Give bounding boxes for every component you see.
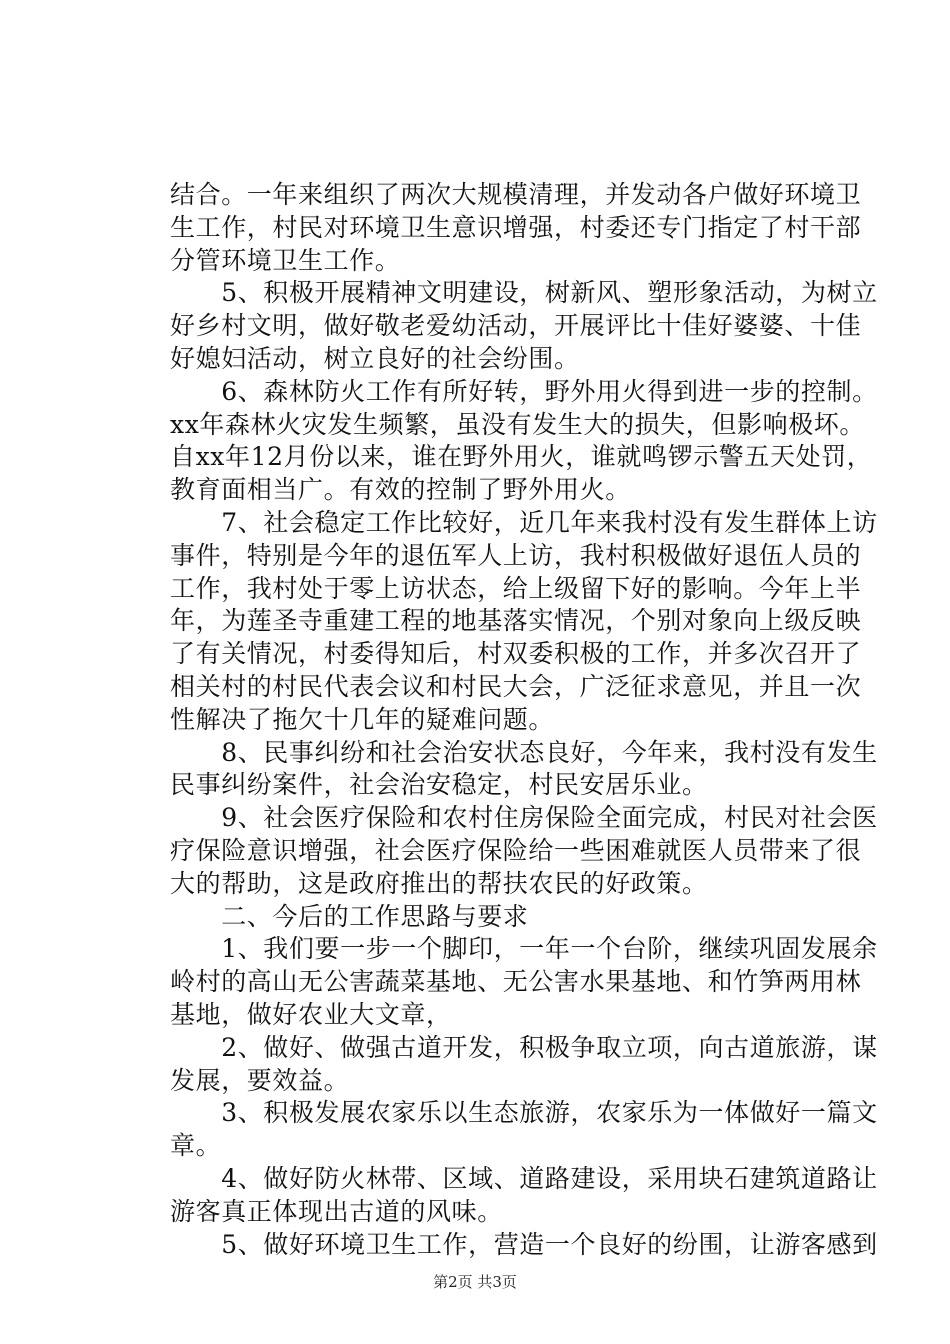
text-line: 民事纠纷案件，社会治安稳定，村民安居乐业。: [170, 770, 708, 800]
text-line: 结合。一年来组织了两次大规模清理，并发动各户做好环境卫: [170, 180, 862, 209]
text-line: 好乡村文明，做好敬老爱幼活动，开展评比十佳好婆婆、十佳: [170, 311, 862, 341]
text-line: xx年森林火灾发生频繁，虽没有发生大的损失，但影响极坏。: [170, 409, 866, 439]
text-line: 基地，做好农业大文章，: [170, 1000, 452, 1029]
text-line: 事件，特别是今年的退伍军人上访，我村积极做好退伍人员的: [170, 540, 862, 570]
text-line: 好媳妇活动，树立良好的社会纷围。: [170, 344, 580, 373]
text-line: 二、今后的工作思路与要求: [170, 901, 529, 931]
text-line: 发展，要效益。: [170, 1065, 350, 1095]
text-line: 5、做好环境卫生工作，营造一个良好的纷围，让游客感到: [170, 1229, 878, 1259]
text-line: 6、森林防火工作有所好转，野外用火得到进一步的控制。: [170, 376, 878, 406]
text-line: 工作，我村处于零上访状态，给上级留下好的影响。今年上半: [170, 573, 862, 603]
text-line: 了有关情况，村委得知后，村双委积极的工作，并多次召开了: [170, 639, 862, 669]
text-line: 游客真正体现出古道的风味。: [170, 1196, 503, 1226]
text-line: 性解决了拖欠十几年的疑难问题。: [170, 704, 555, 734]
text-line: 7、社会稳定工作比较好，近几年来我村没有发生群体上访: [170, 508, 878, 537]
text-line: 疗保险意识增强，社会医疗保险给一些困难就医人员带来了很: [170, 836, 862, 865]
text-line: 相关村的村民代表会议和村民大会，广泛征求意见，并且一次: [170, 672, 862, 701]
text-line: 岭村的高山无公害蔬菜基地、无公害水果基地、和竹笋两用林: [170, 967, 862, 997]
text-line: 8、民事纠纷和社会治安状态良好，今年来，我村没有发生: [170, 737, 878, 767]
text-line: 自xx年12月份以来，谁在野外用火，谁就鸣锣示警五天处罚，: [170, 442, 873, 472]
text-line: 大的帮助，这是政府推出的帮扶农民的好政策。: [170, 868, 708, 898]
text-line: 年，为莲圣寺重建工程的地基落实情况，个别对象向上级反映: [170, 606, 862, 636]
text-line: 2、做好、做强古道开发，积极争取立项，向古道旅游，谋: [170, 1032, 878, 1062]
text-line: 5、积极开展精神文明建设，树新风、塑形象活动，为树立: [170, 278, 878, 308]
page-footer: 第2页 共3页: [433, 1273, 517, 1291]
text-line: 生工作，村民对环境卫生意识增强，村委还专门指定了村干部: [170, 212, 862, 242]
text-line: 章。: [170, 1131, 222, 1161]
text-line: 3、积极发展农家乐以生态旅游，农家乐为一体做好一篇文: [170, 1098, 878, 1128]
text-line: 1、我们要一步一个脚印，一年一个台阶，继续巩固发展余: [170, 934, 878, 964]
text-line: 4、做好防火林带、区域、道路建设，采用块石建筑道路让: [170, 1164, 878, 1193]
text-line: 教育面相当广。有效的控制了野外用火。: [170, 475, 631, 505]
text-line: 分管环境卫生工作。: [170, 245, 401, 275]
text-line: 9、社会医疗保险和农村住房保险全面完成，村民对社会医: [170, 803, 878, 833]
